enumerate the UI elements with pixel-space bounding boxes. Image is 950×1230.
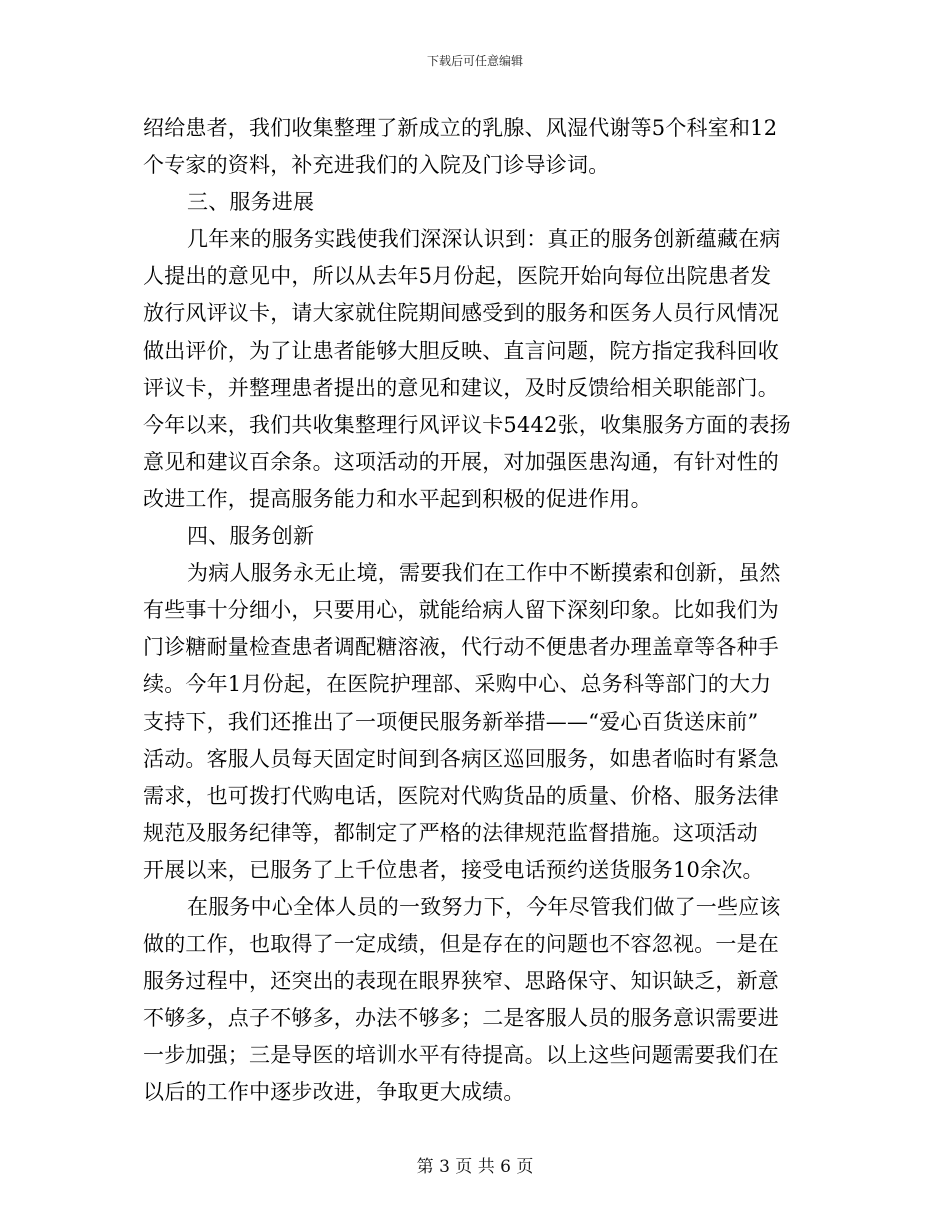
paragraph-service-progress: [143, 221, 803, 518]
text-line: 规范及服务纪律等，都制定了严格的法律规范监督措施。这项活动: [143, 820, 758, 845]
text-line: 门诊糖耐量检查患者调配糖溶液，代行动不便患者办理盖章等各种手: [143, 635, 779, 660]
text-line: 绍给患者，我们收集整理了新成立的乳腺、风湿代谢等5个科室和12: [143, 116, 778, 140]
section-heading-service-progress: [143, 184, 803, 221]
text-line: 放行风评议卡，请大家就住院期间感受到的服务和医务人员行风情况: [143, 301, 779, 326]
document-body: [143, 110, 803, 1112]
paragraph-service-innovation: [143, 555, 803, 889]
text-line: 一步加强；三是导医的培训水平有待提高。以上这些问题需要我们在: [143, 1043, 779, 1068]
text-line: 意见和建议百余条。这项活动的开展，对加强医患沟通，有针对性的: [143, 449, 779, 474]
text-line: 个专家的资料，补充进我们的入院及门诊导诊词。: [143, 153, 610, 178]
page-number-footer: 第 3 页 共 6 页: [416, 1157, 534, 1177]
text-line: 做出评价，为了让患者能够大胆反映、直言问题，院方指定我科回收: [143, 338, 779, 363]
section-heading: 三、服务进展: [187, 190, 315, 215]
text-line: 人提出的意见中，所以从去年5月份起，医院开始向每位出院患者发: [143, 264, 772, 289]
text-line: 开展以来，已服务了上千位患者，接受电话预约送货服务10余次。: [143, 857, 764, 882]
text-line: 以后的工作中逐步改进，争取更大成绩。: [143, 1080, 525, 1105]
paragraph-continuation: [143, 110, 803, 184]
text-line: 评议卡，并整理患者提出的意见和建议，及时反馈给相关职能部门。: [143, 375, 779, 400]
text-line: 为病人服务永无止境，需要我们在工作中不断摸索和创新，虽然: [187, 561, 781, 586]
section-heading-service-innovation: [143, 518, 803, 555]
text-line: 几年来的服务实践使我们深深认识到：真正的服务创新蕴藏在病: [187, 227, 781, 252]
text-line: 不够多，点子不够多，办法不够多；二是客服人员的服务意识需要进: [143, 1006, 779, 1031]
text-line: 活动。客服人员每天固定时间到各病区巡回服务，如患者临时有紧急: [143, 746, 779, 771]
text-line: 有些事十分细小，只要用心，就能给病人留下深刻印象。比如我们为: [143, 598, 779, 623]
text-line: 服务过程中，还突出的表现在眼界狭窄、思路保守、知识缺乏，新意: [143, 969, 779, 994]
text-line: 在服务中心全体人员的一致努力下，今年尽管我们做了一些应该: [187, 894, 781, 919]
page-header-note: 下载后可任意编辑: [426, 54, 523, 68]
text-line: 支持下，我们还推出了一项便民服务新举措——“爱心百货送床前”: [143, 709, 759, 734]
text-line: 今年以来，我们共收集整理行风评议卡5442张，收集服务方面的表扬: [143, 412, 791, 437]
text-line: 做的工作，也取得了一定成绩，但是存在的问题也不容忽视。一是在: [143, 932, 779, 957]
section-heading: 四、服务创新: [187, 524, 315, 549]
paragraph-summary: [143, 889, 803, 1112]
text-line: 需求，也可拨打代购电话，医院对代购货品的质量、价格、服务法律: [143, 783, 779, 808]
text-line: 改进工作，提高服务能力和水平起到积极的促进作用。: [143, 486, 652, 511]
text-line: 续。今年1月份起，在医院护理部、采购中心、总务科等部门的大力: [143, 672, 772, 697]
